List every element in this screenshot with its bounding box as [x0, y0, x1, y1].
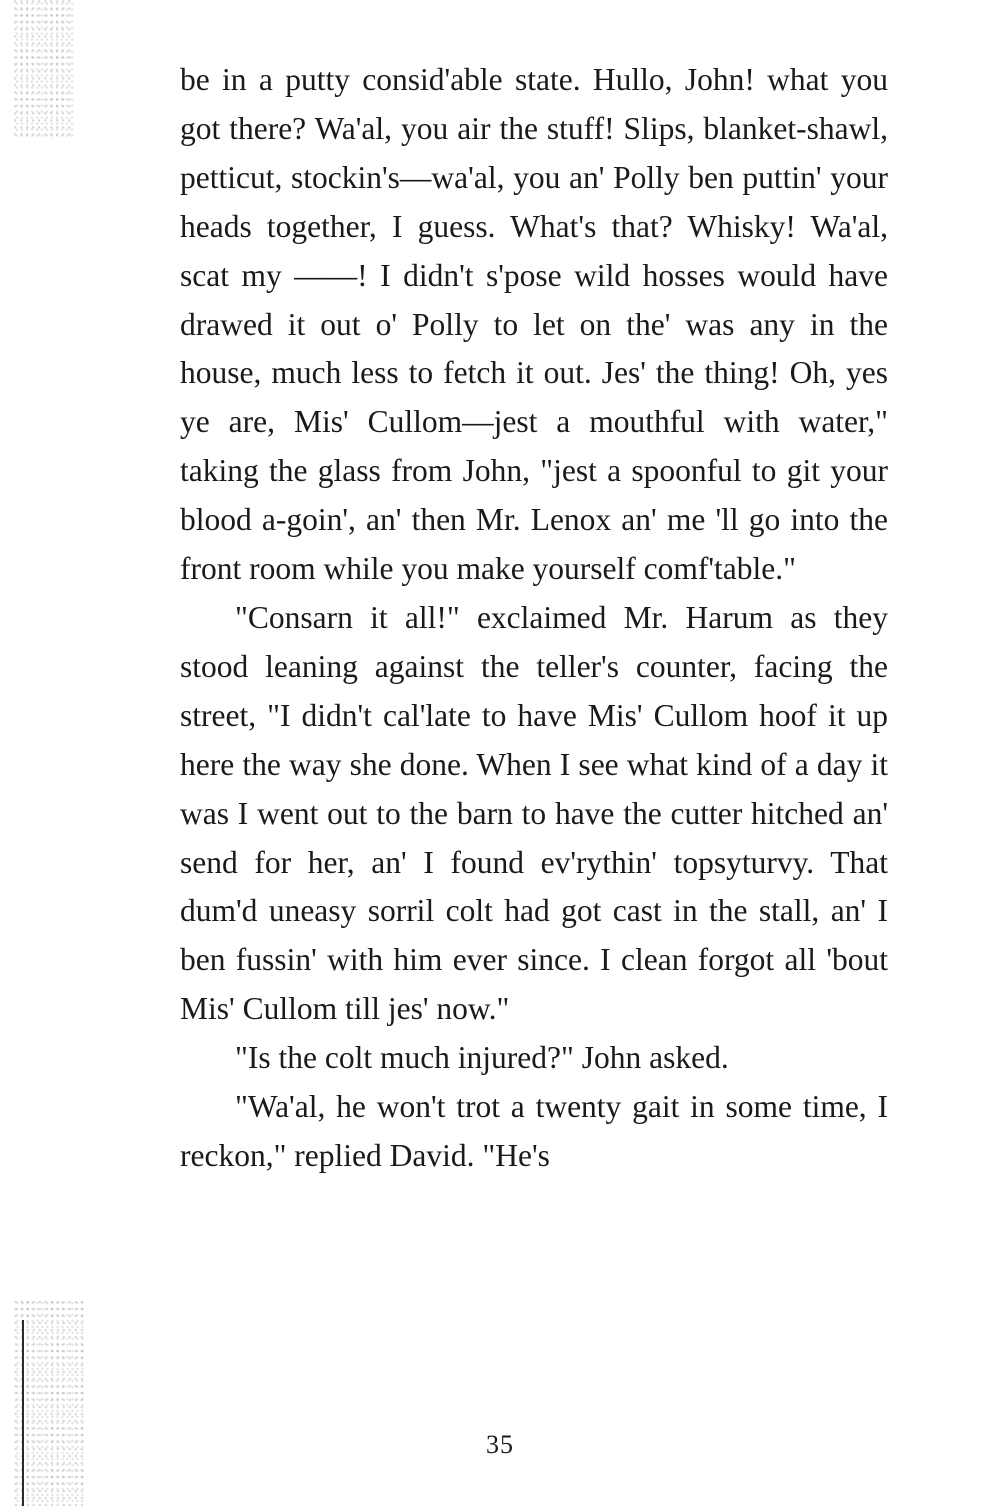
page-number: 35: [486, 1430, 514, 1459]
paragraph-john-asks: "Is the colt much injured?" John asked.: [235, 1040, 729, 1076]
paragraph-david-replies: "Wa'al, he won't trot a twenty gait in some time, I reckon," replied David. "He's: [180, 1089, 888, 1173]
paragraph-harum-consarn: "Consarn it all!" exclaimed Mr. Harum as they stood leaning against the teller's counter, facing the street, "I didn't cal'late to have Mis' Cullom hoof it up here the way she done. When I see what kind of a day it was I went out to the barn to have the cutter hitched an' send for her, an' I found ev'rythin' topsyturvy. That dum'd uneasy sorril colt had got cast in the stall, an' I ben fussin' with him ever since. I clean forgot all 'bout Mis' Cullom till jes' now.": [180, 599, 888, 1027]
body-text: [180, 56, 888, 1181]
scan-gutter-speckle-bottom: [14, 1300, 84, 1506]
scan-binding-edge: [22, 1320, 24, 1506]
scan-gutter-speckle-top: [14, 0, 74, 140]
paragraph-continued: be in a putty consid'able state. Hullo, John! what you got there? Wa'al, you air the stuff! Slips, blanket-shawl, petticut, stockin's—wa'al, you an' Polly ben puttin' your heads together, I guess. What's that? Whisky! Wa'al, scat my ——! I didn't s'pose wild hosses would have drawed it out o' Polly to let on the' was any in the house, much less to fetch it out. Jes' the thing! Oh, yes ye are, Mis' Cullom—jest a mouthful with water," taking the glass from John, "jest a spoonful to git your blood a-goin', an' then Mr. Lenox an' me 'll go into the front room while you make yourself comf'table.": [180, 62, 888, 587]
